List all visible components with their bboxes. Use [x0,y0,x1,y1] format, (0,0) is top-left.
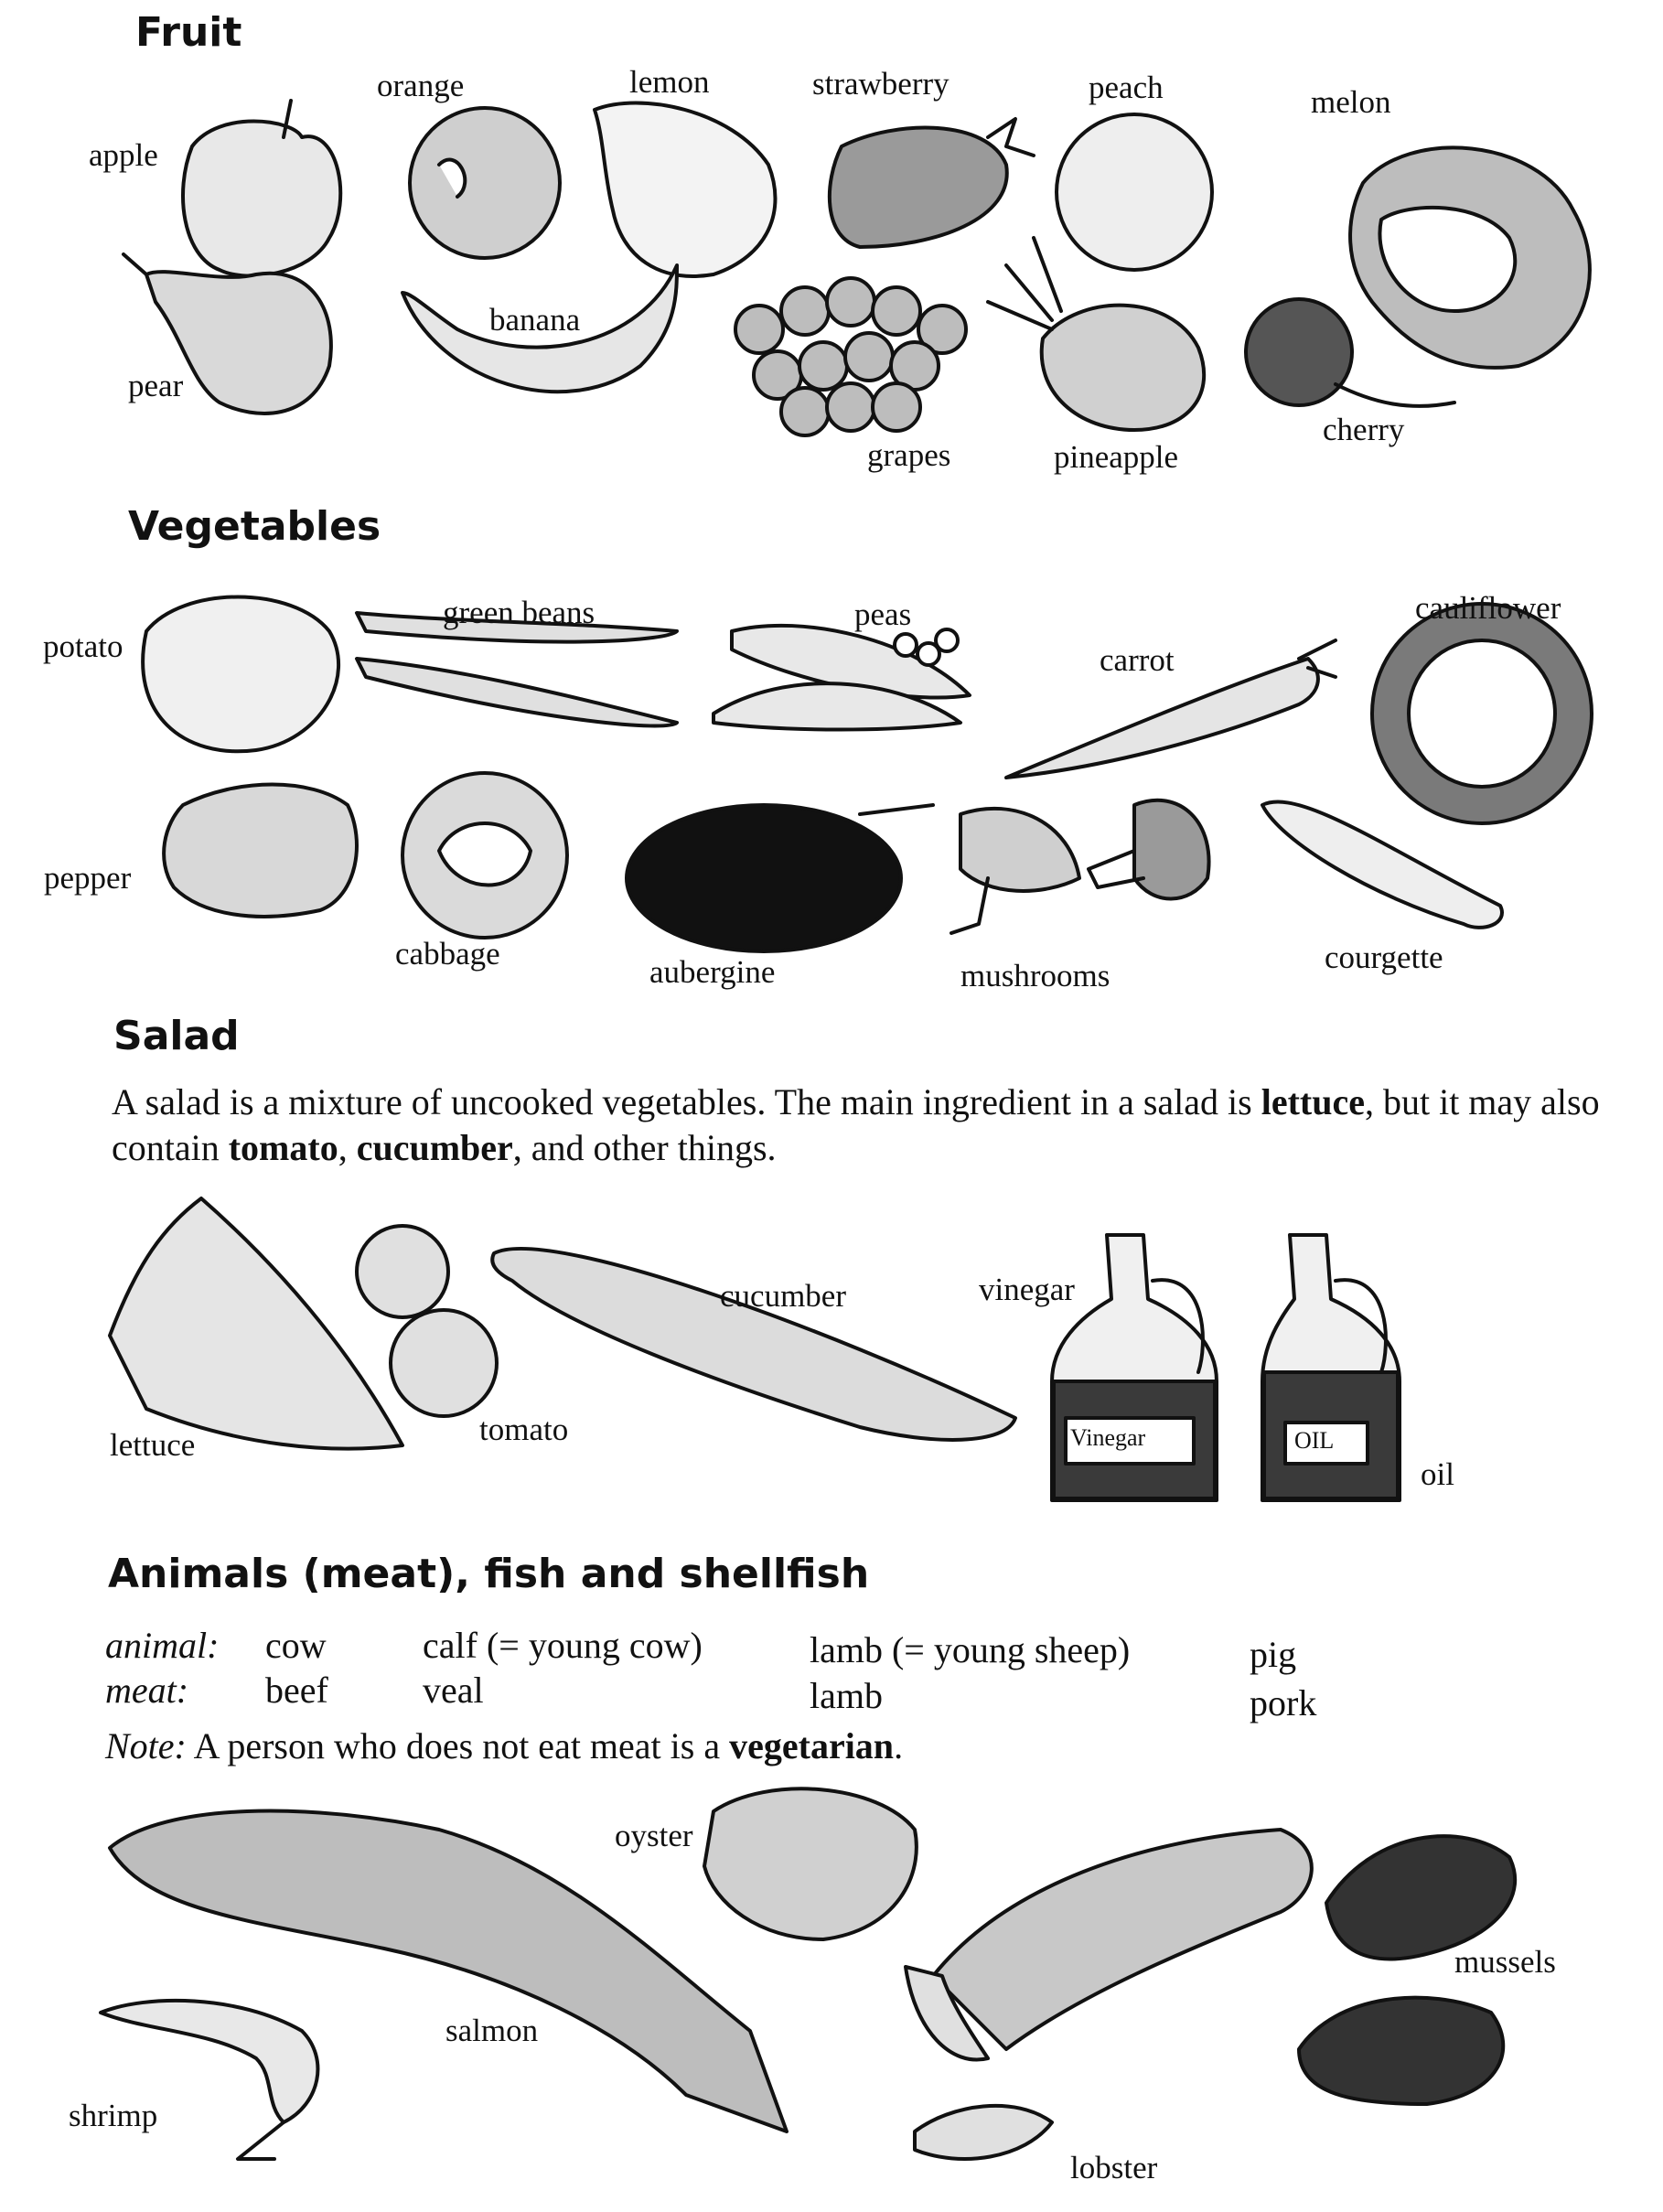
oil-bottle-illustration [1262,1235,1400,1500]
table-cell-cow: cow [265,1625,327,1666]
salad-heading: Salad [113,1013,240,1059]
label-lobster: lobster [1070,2150,1158,2185]
label-cabbage: cabbage [395,936,500,972]
cabbage-illustration [402,773,567,938]
peas-illustration [713,626,970,730]
table-cell-beef: beef [265,1670,328,1711]
label-aubergine: aubergine [649,954,776,990]
label-shrimp: shrimp [69,2098,158,2133]
lettuce-illustration [110,1198,402,1449]
label-pepper: pepper [44,860,132,896]
label-cucumber: cucumber [720,1278,846,1314]
animals-heading: Animals (meat), fish and shellfish [108,1551,870,1597]
salmon-illustration [110,1811,787,2131]
label-oil: oil [1421,1456,1454,1492]
oil-bottle-label: OIL [1294,1427,1335,1454]
label-green-beans: green beans [443,595,595,630]
label-mussels: mussels [1454,1944,1556,1980]
label-lettuce: lettuce [110,1427,196,1463]
label-apple: apple [89,137,158,173]
apple-illustration [183,101,340,276]
pineapple-illustration [988,238,1204,430]
label-courgette: courgette [1325,940,1443,975]
lemon-illustration [595,103,776,276]
strawberry-illustration [830,119,1034,247]
label-carrot: carrot [1100,642,1175,678]
label-peach: peach [1089,70,1164,105]
oyster-illustration [704,1788,917,1939]
melon-illustration [1350,147,1590,367]
salad-description: A salad is a mixture of uncooked vegetables. The main ingredient in a salad is lettuce, but it may also contain tomato, cucumber, and other things. [112,1081,1600,1168]
label-vinegar: vinegar [979,1272,1075,1307]
table-cell-lamb-meat: lamb [810,1675,883,1716]
cauliflower-illustration [1372,604,1592,823]
label-cauliflower: cauliflower [1415,590,1561,626]
table-row-meat-label: meat: [105,1670,189,1711]
table-row-animal-label: animal: [105,1625,220,1666]
label-peas: peas [854,596,912,632]
peach-illustration [1057,114,1212,270]
potato-illustration [143,597,338,752]
vegetarian-note: Note: A person who does not eat meat is a vegetarian. [105,1725,904,1766]
label-pineapple: pineapple [1054,439,1179,475]
label-pear: pear [128,368,184,403]
vinegar-bottle-illustration [1052,1235,1217,1500]
pepper-illustration [164,785,357,917]
table-cell-lamb-animal: lamb (= young sheep) [810,1629,1131,1670]
fruit-heading: Fruit [135,9,242,56]
label-mushrooms: mushrooms [960,958,1110,993]
grapes-illustration [735,278,966,435]
label-melon: melon [1311,84,1391,120]
label-grapes: grapes [867,437,951,473]
table-cell-pig: pig [1250,1634,1297,1675]
label-salmon: salmon [445,2013,539,2048]
table-cell-veal: veal [423,1670,484,1711]
mushrooms-illustration [951,800,1209,933]
label-lemon: lemon [629,64,710,100]
lobster-illustration [906,1830,1312,2159]
tomato-illustration [357,1226,497,1416]
vinegar-bottle-label: Vinegar [1070,1424,1146,1451]
table-cell-calf: calf (= young cow) [423,1625,703,1666]
vegetables-heading: Vegetables [128,503,381,550]
shrimp-illustration [101,2001,317,2159]
label-banana: banana [489,302,581,338]
label-cherry: cherry [1323,412,1405,447]
label-orange: orange [377,68,465,103]
table-cell-pork: pork [1250,1682,1317,1723]
orange-illustration [410,108,560,258]
aubergine-illustration [627,805,933,951]
label-strawberry: strawberry [812,66,950,102]
label-tomato: tomato [479,1412,569,1447]
label-oyster: oyster [615,1818,693,1853]
label-potato: potato [43,628,123,664]
